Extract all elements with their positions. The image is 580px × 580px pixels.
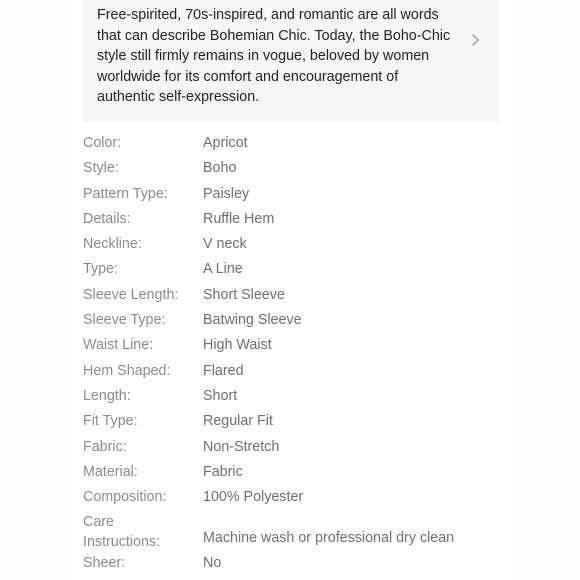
spec-label: Length: (83, 387, 131, 404)
spec-label: Neckline: (83, 236, 142, 253)
spec-row-waist-line (83, 336, 503, 361)
spec-value: A Line (203, 261, 243, 278)
spec-label: Fabric: (83, 438, 127, 455)
spec-value: Flared (203, 362, 244, 379)
spec-label: Color: (83, 135, 122, 151)
spec-row-pattern-type (83, 185, 503, 210)
spec-value: Ruffle Hem (203, 210, 275, 227)
spec-row-details (83, 210, 503, 235)
spec-row-length (83, 387, 503, 412)
spec-label: Type: (83, 261, 118, 278)
spec-row-fabric (83, 438, 503, 463)
style-description-card[interactable] (83, 0, 498, 122)
spec-row-hem-shaped (83, 362, 503, 387)
spec-label: Details: (83, 210, 131, 227)
spec-value: Non-Stretch (203, 438, 280, 455)
spec-value: Boho (203, 160, 237, 177)
spec-label: Sleeve Type: (83, 312, 166, 329)
spec-value: Fabric (203, 463, 243, 480)
spec-label: Sheer: (83, 555, 126, 572)
spec-label: Waist Line: (83, 337, 154, 354)
spec-value: Batwing Sleeve (203, 312, 302, 329)
spec-value: Short (203, 387, 238, 404)
spec-row-material (83, 463, 503, 488)
spec-row-type (83, 260, 503, 285)
spec-value: Apricot (203, 135, 248, 151)
spec-label: Care Instructions: (83, 514, 161, 550)
spec-value: V neck (203, 236, 247, 253)
spec-row-composition (83, 488, 503, 513)
spec-value: Paisley (203, 185, 250, 202)
spec-value: 100% Polyester (203, 489, 304, 506)
spec-value: Machine wash or professional dry clean (203, 530, 455, 547)
spec-label: Hem Shaped: (83, 362, 171, 379)
spec-row-care-instructions (83, 513, 503, 554)
spec-row-sleeve-type (83, 311, 503, 336)
spec-label: Material: (83, 463, 138, 480)
spec-row-style (83, 159, 503, 184)
spec-row-color (83, 134, 503, 159)
spec-value: Regular Fit (203, 413, 273, 430)
style-description-text: Free-spirited, 70s-inspired, and romantic are all words that can describe Bohemian Chic. Today, the Boho-Chic style still firmly remains in vogue, beloved by women worldwide for its comfort and encouragement of authentic self-expression. (97, 7, 451, 105)
spec-value: No (203, 555, 222, 572)
chevron-right-icon[interactable] (467, 30, 485, 50)
spec-row-fit-type (83, 412, 503, 437)
spec-row-sleeve-length (83, 286, 503, 311)
spec-label: Composition: (83, 489, 167, 506)
product-specs-list (83, 134, 503, 580)
spec-label: Style: (83, 160, 119, 177)
spec-row-neckline (83, 235, 503, 260)
spec-label: Pattern Type: (83, 185, 168, 202)
spec-row-sheer (83, 554, 503, 579)
spec-value: Short Sleeve (203, 286, 285, 303)
spec-label: Fit Type: (83, 413, 138, 430)
spec-label: Sleeve Length: (83, 286, 179, 303)
spec-value: High Waist (203, 337, 272, 354)
